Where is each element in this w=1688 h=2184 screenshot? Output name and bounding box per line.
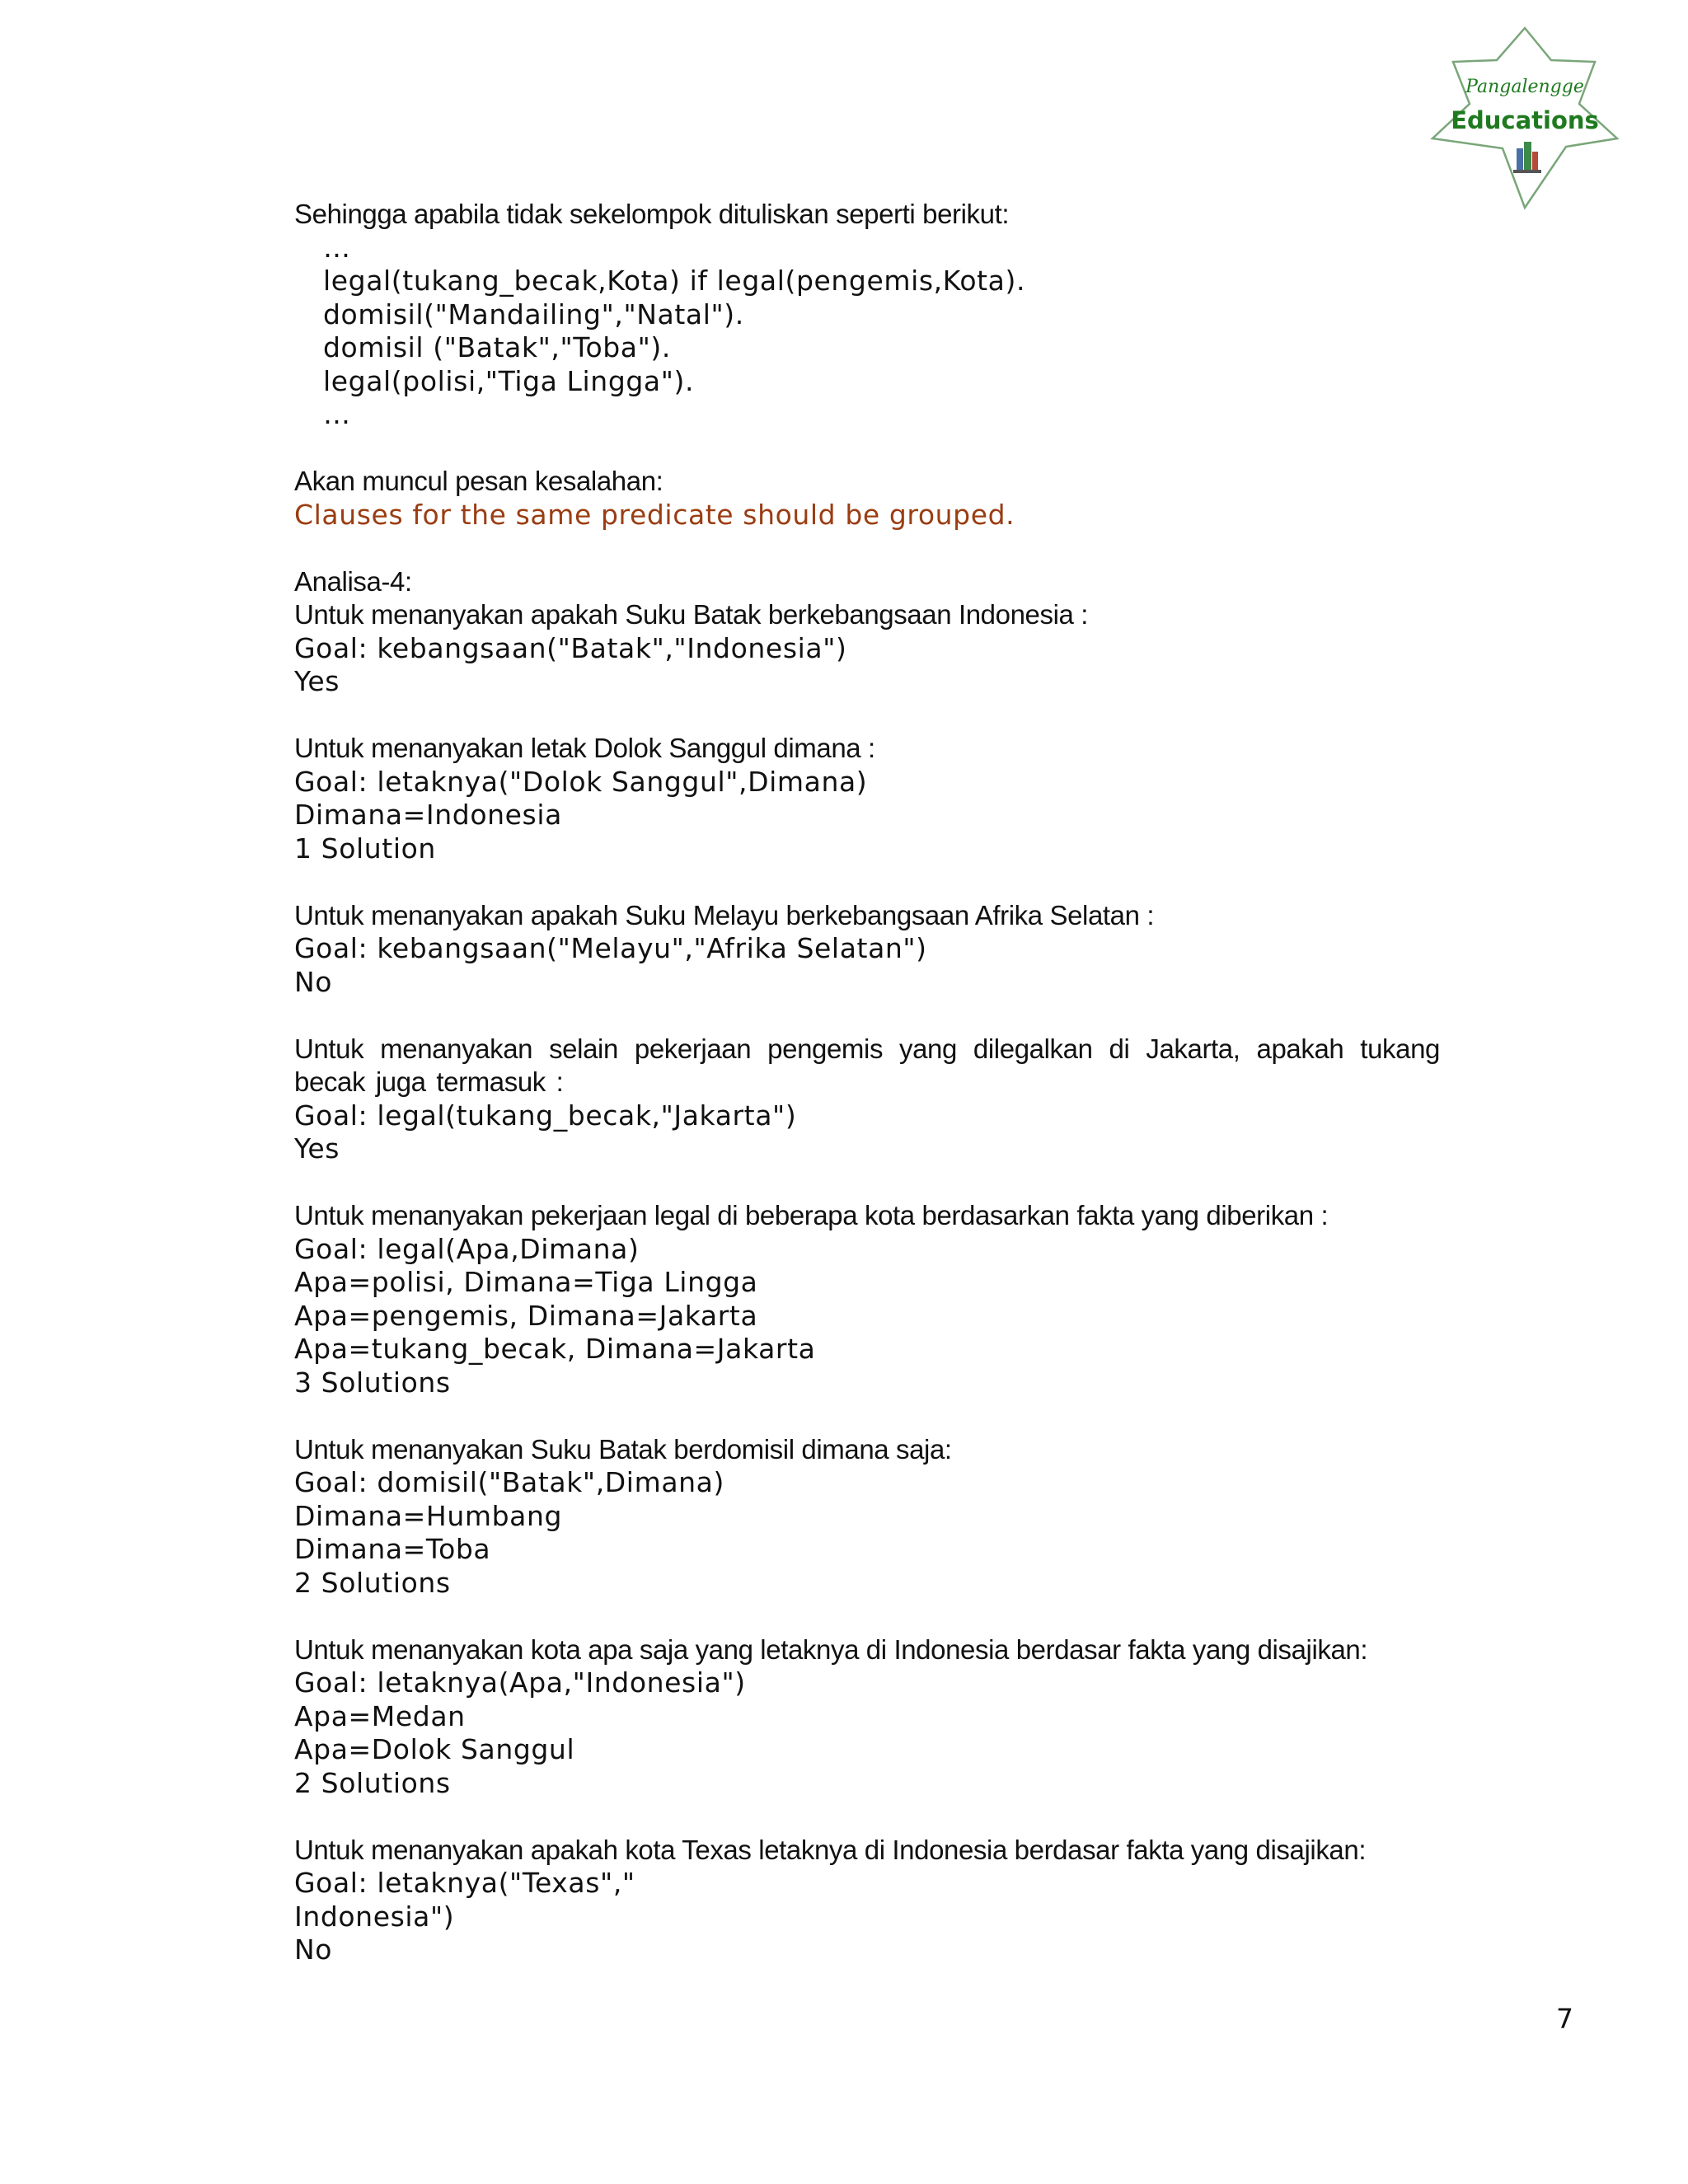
- query-goal: Goal: letaknya("Dolok Sanggul",Dimana): [294, 765, 868, 798]
- page-content: [294, 198, 1440, 1967]
- query-goal-continued: Indonesia"): [294, 1900, 455, 1933]
- query-question: Untuk menanyakan apakah Suku Melayu berkebangsaan Afrika Selatan :: [294, 899, 1155, 930]
- query-result: No: [294, 965, 333, 998]
- logo-top-text: Pangalengge: [1465, 77, 1584, 97]
- query-result: Dimana=Toba: [294, 1533, 491, 1565]
- query-question: Untuk menanyakan pekerjaan legal di beberapa kota berdasarkan fakta yang diberikan :: [294, 1200, 1329, 1230]
- code-line: …: [323, 398, 351, 430]
- intro-sentence: Sehingga apabila tidak sekelompok dituliskan seperti berikut:: [294, 199, 1010, 229]
- query-block: [294, 1433, 1440, 1601]
- query-result: Apa=Medan: [294, 1699, 466, 1732]
- query-result: 2 Solutions: [294, 1566, 451, 1599]
- query-result: Dimana=Indonesia: [294, 799, 562, 831]
- error-label: Akan muncul pesan kesalahan:: [294, 466, 663, 496]
- query-result: Apa=pengemis, Dimana=Jakarta: [294, 1299, 758, 1332]
- query-question: Untuk menanyakan Suku Batak berdomisil dimana saja:: [294, 1433, 952, 1465]
- code-line: domisil("Mandailing","Natal").: [323, 298, 744, 330]
- code-line: domisil ("Batak","Toba").: [323, 331, 671, 363]
- query-block: [294, 1199, 1440, 1399]
- query-question: Untuk menanyakan letak Dolok Sanggul dimana :: [294, 733, 875, 763]
- query-goal: Goal: letaknya("Texas",": [294, 1867, 635, 1899]
- query-result: 2 Solutions: [294, 1766, 451, 1799]
- query-result: Apa=Dolok Sanggul: [294, 1733, 575, 1765]
- query-goal: Goal: kebangsaan("Batak","Indonesia"): [294, 631, 847, 664]
- query-result: Dimana=Humbang: [294, 1499, 563, 1532]
- query-question: Untuk menanyakan kota apa saja yang letaknya di Indonesia berdasar fakta yang disajikan:: [294, 1633, 1368, 1665]
- query-block: [294, 732, 1440, 865]
- code-line: …: [323, 231, 351, 264]
- query-question: Untuk menanyakan apakah Suku Batak berkebangsaan Indonesia :: [294, 599, 1089, 630]
- query-block: [294, 598, 1440, 699]
- query-result: Apa=tukang_becak, Dimana=Jakarta: [294, 1333, 816, 1365]
- query-question: Untuk menanyakan apakah kota Texas letaknya di Indonesia berdasar fakta yang disajikan:: [294, 1834, 1367, 1865]
- query-result: Yes: [294, 1132, 340, 1165]
- logo-bottom-text: Educations: [1451, 106, 1599, 134]
- query-block: [294, 1633, 1440, 1801]
- query-block: [294, 1834, 1440, 1967]
- query-goal: Goal: letaknya(Apa,"Indonesia"): [294, 1666, 746, 1699]
- query-result: No: [294, 1933, 333, 1966]
- query-question: Untuk menanyakan selain pekerjaan pengemis yang dilegalkan di Jakarta, apakah tukang becak juga termasuk :: [294, 1033, 1440, 1097]
- analysis-heading: Analisa-4:: [294, 565, 412, 597]
- query-block: [294, 899, 1440, 1000]
- query-block: [294, 1033, 1440, 1166]
- page-number: 7: [1556, 2003, 1573, 2035]
- query-result: Yes: [294, 665, 340, 697]
- error-message: Clauses for the same predicate should be grouped.: [294, 498, 1015, 531]
- query-goal: Goal: legal(tukang_becak,"Jakarta"): [294, 1099, 797, 1132]
- code-line: legal(tukang_becak,Kota) if legal(pengemis,Kota).: [323, 265, 1026, 297]
- query-goal: Goal: kebangsaan("Melayu","Afrika Selatan"): [294, 932, 927, 964]
- query-goal: Goal: legal(Apa,Dimana): [294, 1232, 640, 1265]
- query-goal: Goal: domisil("Batak",Dimana): [294, 1466, 724, 1498]
- pangalengge-educations-logo: [1426, 23, 1624, 211]
- code-line: legal(polisi,"Tiga Lingga").: [323, 364, 695, 397]
- query-result: Apa=polisi, Dimana=Tiga Lingga: [294, 1266, 758, 1298]
- intro-code-block: [294, 232, 1440, 432]
- query-result: 1 Solution: [294, 832, 436, 865]
- query-result: 3 Solutions: [294, 1366, 451, 1399]
